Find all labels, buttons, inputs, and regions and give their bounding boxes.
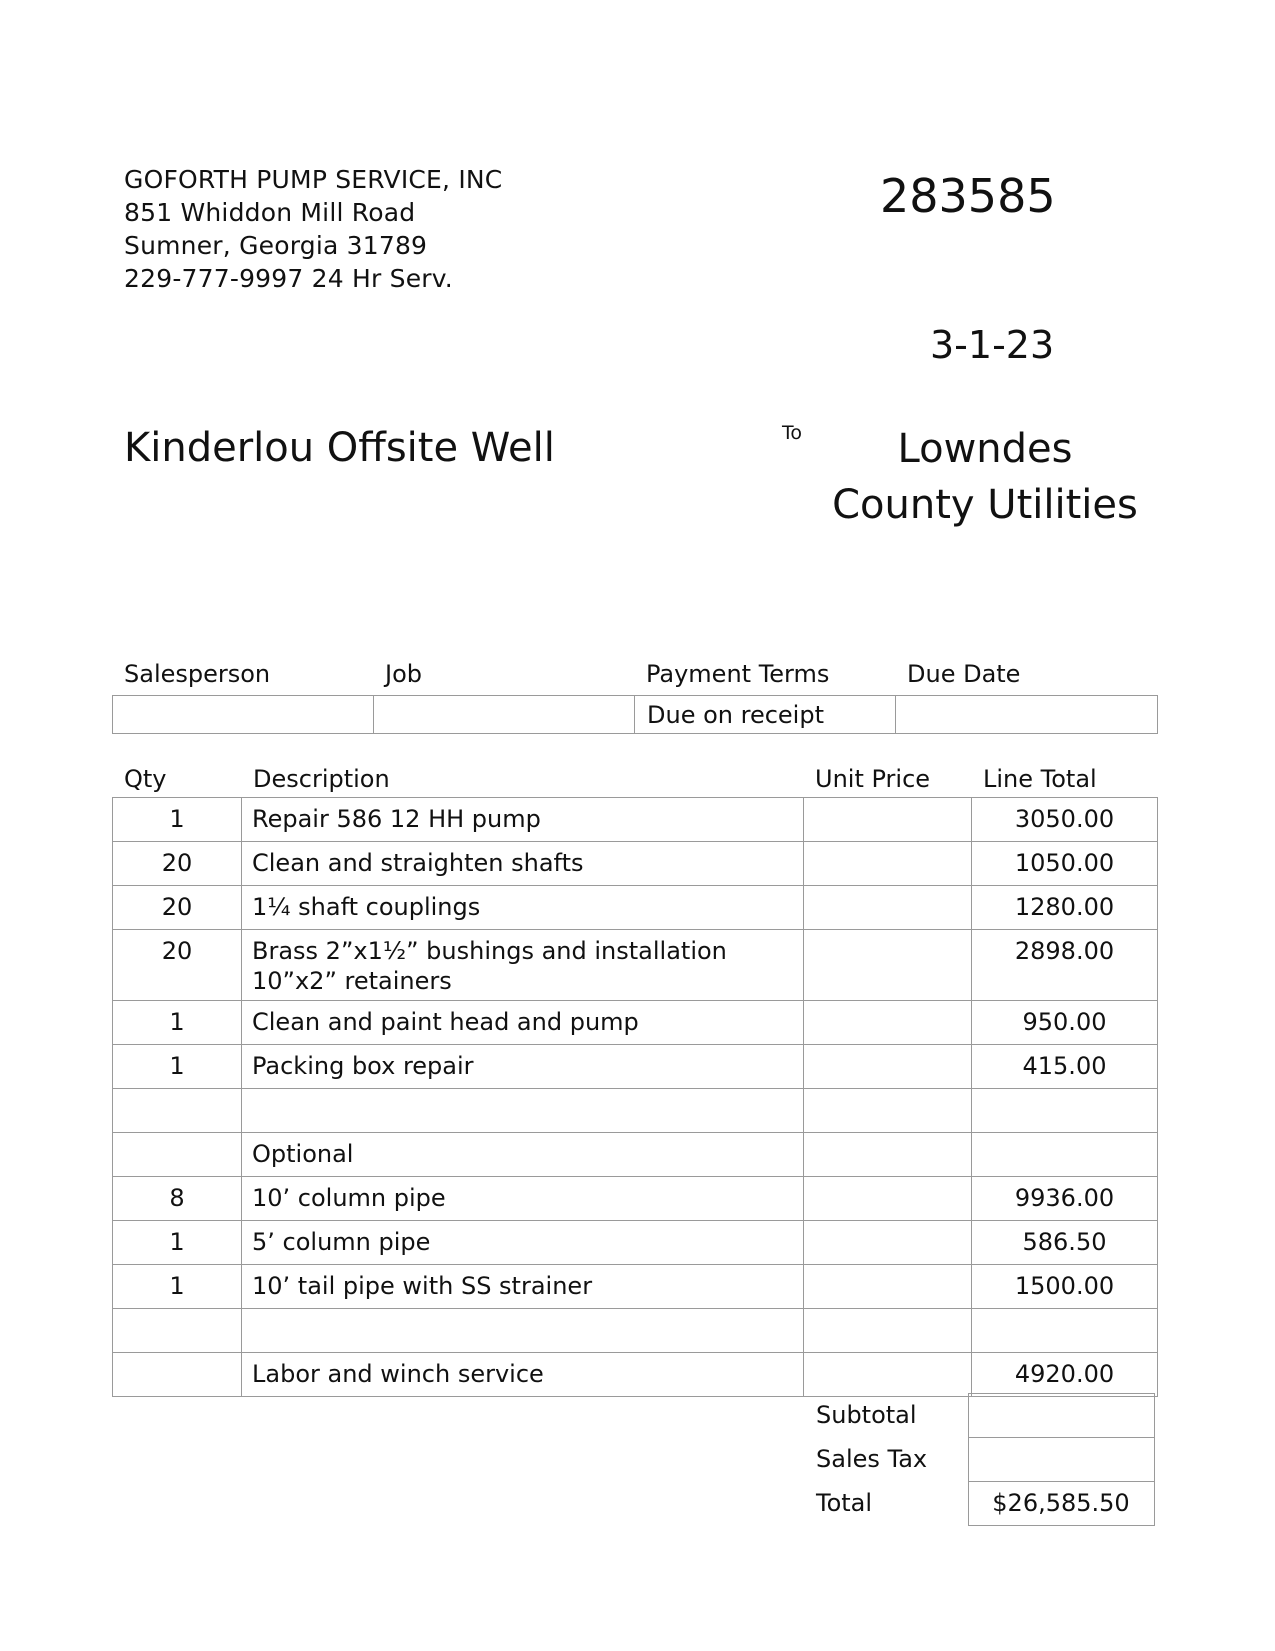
item-unit-price [804,886,972,930]
table-row [113,798,1158,842]
table-row [113,930,1158,1001]
item-line-total: 950.00 [972,1001,1158,1045]
total-row [808,1482,1154,1526]
payment-terms-header: Payment Terms [646,660,830,688]
item-unit-price [804,1353,972,1397]
item-description: Optional [242,1133,804,1177]
item-unit-price [804,930,972,1001]
company-phone: 229-777-9997 24 Hr Serv. [124,264,453,293]
table-row [113,1089,1158,1133]
due-date-header: Due Date [907,660,1021,688]
item-line-total: 1050.00 [972,842,1158,886]
item-line-total: 9936.00 [972,1177,1158,1221]
table-row [113,1221,1158,1265]
item-description: Clean and paint head and pump [242,1001,804,1045]
job-value [374,696,635,734]
subtotal-value [968,1394,1154,1438]
invoice-number: 283585 [880,169,1056,223]
item-unit-price [804,1045,972,1089]
item-qty [113,1309,242,1353]
terms-row [113,696,1158,734]
item-unit-price [804,1001,972,1045]
item-qty [113,1133,242,1177]
company-address-line2: Sumner, Georgia 31789 [124,231,428,260]
item-qty: 20 [113,886,242,930]
table-row [113,1353,1158,1397]
item-unit-price [804,1089,972,1133]
customer-line1: Lowndes [897,426,1073,472]
item-qty: 20 [113,842,242,886]
item-line-total: 1500.00 [972,1265,1158,1309]
subtotal-label: Subtotal [816,1400,917,1429]
item-unit-price [804,1177,972,1221]
table-row [113,1177,1158,1221]
item-description: 1¼ shaft couplings [242,886,804,930]
invoice-date: 3-1-23 [930,323,1055,367]
payment-terms-value: Due on receipt [635,696,896,734]
total-value: $26,585.50 [968,1482,1154,1526]
item-description: 5’ column pipe [242,1221,804,1265]
due-date-value [896,696,1158,734]
item-description: Brass 2”x1½” bushings and installation 10”x2” retainers [242,930,804,1001]
sales-tax-value [968,1438,1154,1482]
item-qty: 1 [113,798,242,842]
table-row [113,1001,1158,1045]
company-info [124,163,502,295]
item-description [242,1089,804,1133]
item-qty: 1 [113,1001,242,1045]
item-unit-price [804,1221,972,1265]
terms-table [112,695,1158,734]
item-qty [113,1353,242,1397]
item-line-total: 1280.00 [972,886,1158,930]
item-unit-price [804,1309,972,1353]
item-line-total: 586.50 [972,1221,1158,1265]
item-description [242,1309,804,1353]
item-description: 10’ tail pipe with SS strainer [242,1265,804,1309]
sales-tax-label: Sales Tax [816,1444,928,1473]
table-row [113,1309,1158,1353]
item-qty: 20 [113,930,242,1001]
table-row [113,1265,1158,1309]
salesperson-header: Salesperson [124,660,271,688]
table-row [113,1045,1158,1089]
job-header: Job [385,660,422,688]
item-unit-price [804,1133,972,1177]
item-line-total [972,1309,1158,1353]
customer-line2: County Utilities [832,482,1138,528]
item-description: 10’ column pipe [242,1177,804,1221]
item-unit-price [804,1265,972,1309]
item-description: Clean and straighten shafts [242,842,804,886]
table-row [113,842,1158,886]
item-qty [113,1089,242,1133]
sales-tax-row [808,1438,1154,1482]
line-items-table [112,797,1158,1397]
subtotal-row [808,1394,1154,1438]
item-qty: 1 [113,1265,242,1309]
company-name: GOFORTH PUMP SERVICE, INC [124,165,503,194]
item-line-total [972,1089,1158,1133]
to-label: To [782,422,803,444]
item-qty: 1 [113,1045,242,1089]
item-line-total: 4920.00 [972,1353,1158,1397]
total-label: Total [816,1488,873,1517]
salesperson-value [113,696,374,734]
item-line-total: 2898.00 [972,930,1158,1001]
qty-header: Qty [124,765,167,793]
project-name: Kinderlou Offsite Well [124,425,555,471]
item-description: Repair 586 12 HH pump [242,798,804,842]
unit-price-header: Unit Price [815,765,931,793]
company-address-line1: 851 Whiddon Mill Road [124,198,416,227]
item-line-total [972,1133,1158,1177]
description-header: Description [253,765,390,793]
item-line-total: 3050.00 [972,798,1158,842]
item-description: Packing box repair [242,1045,804,1089]
customer-name [830,421,1140,533]
item-qty: 8 [113,1177,242,1221]
item-unit-price [804,798,972,842]
item-unit-price [804,842,972,886]
totals-table [808,1393,1155,1526]
item-line-total: 415.00 [972,1045,1158,1089]
table-row [113,1133,1158,1177]
item-description: Labor and winch service [242,1353,804,1397]
item-qty: 1 [113,1221,242,1265]
table-row [113,886,1158,930]
line-total-header: Line Total [983,765,1097,793]
